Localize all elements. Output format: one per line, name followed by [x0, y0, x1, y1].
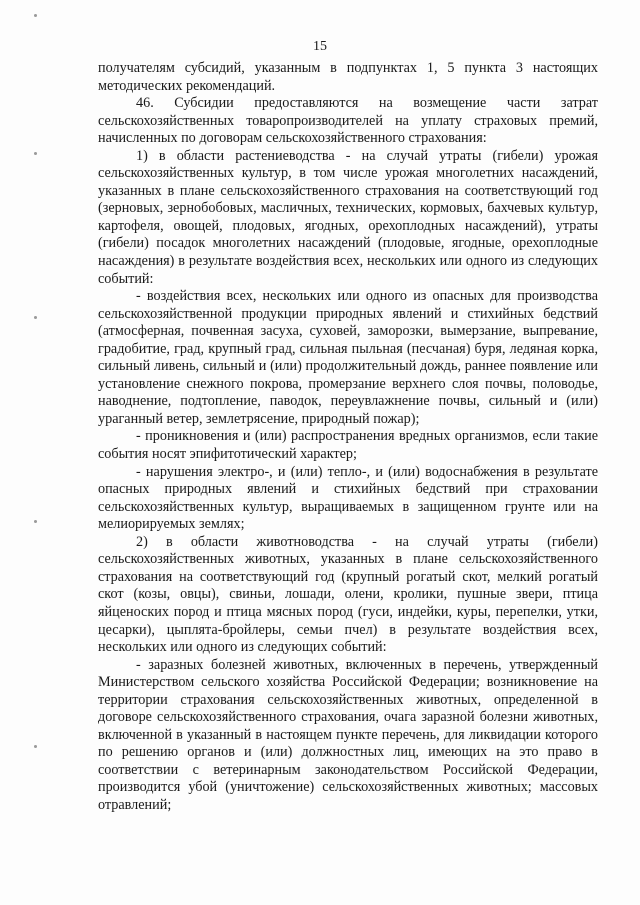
paragraph-bullet-animal-diseases: - заразных болезней животных, включенных в перечень, утвержденный Министерством сельского хозяйства Российской Федерации; возникновение на территории страхования сельскохозяйственных животных, определенной в договоре сельскохозяйственного страхования, очага заразной болезни животных, включенной в указанный в настоящем пункте перечень, для ликвидации которого по решению органов и (или) должностных лиц, имеющих на это право в соответствии с ветеринарным законодательством Российской Федерации, производится убой (уничтожение) сельскохозяйственных животных; массовых отравлений; — [98, 656, 598, 813]
scan-speck — [34, 316, 37, 319]
paragraph-bullet-pests: - проникновения и (или) распространения вредных организмов, если такие события носят эпифитотический характер; — [98, 428, 598, 463]
paragraph-bullet-utility-failures: - нарушения электро-, и (или) тепло-, и (или) водоснабжения в результате опасных природных явлений и стихийных бедствий при страховании сельскохозяйственных культур, выращиваемых в защищенном грунте или на мелиорируемых землях; — [98, 463, 598, 533]
paragraph-bullet-natural-hazards: - воздействия всех, нескольких или одного из опасных для производства сельскохозяйственной продукции природных явлений и стихийных бедствий (атмосферная, почвенная засуха, суховей, заморозки, вымерзание, выпревание, градобитие, град, крупный град, сильная пыльная (песчаная) буря, ледяная корка, сильный ливень, сильный и (или) продолжительный дождь, раннее появление или установление снежного покрова, промерзание верхнего слоя почвы, половодье, наводнение, подтопление, паводок, переувлажнение почвы, сильный и (или) ураганный ветер, землетрясение, природный пожар); — [98, 288, 598, 427]
scan-speck — [34, 14, 37, 17]
scan-speck — [34, 520, 37, 523]
paragraph-subitem-1-crops: 1) в области растениеводства - на случай утраты (гибели) урожая сельскохозяйственных культур, в том числе урожая многолетних насаждений, указанных в плане сельскохозяйственного страхования на соответствующий год (зерновых, зернобобовых, масличных, технических, кормовых, бахчевых культур, картофеля, овощей, плодовых, ягодных, орехоплодных насаждений), утраты (гибели) посадок многолетних насаждений (плодовые, ягодные, орехоплодные насаждения) в результате воздействия всех, нескольких или одного из следующих событий: — [98, 147, 598, 287]
paragraph-subitem-2-livestock: 2) в области животноводства - на случай утраты (гибели) сельскохозяйственных животных, указанных в плане сельскохозяйственного страхования на соответствующий год (крупный рогатый скот, мелкий рогатый скот (козы, овцы), свиньи, лошади, олени, кролики, пушные звери, птица яйценоских пород и птица мясных пород (гуси, индейки, куры, перепелки, утки, цесарки), цыплята-бройлеры, семьи пчел) в результате воздействия всех, нескольких или одного из следующих событий: — [98, 533, 598, 656]
page-number: 15 — [313, 39, 327, 54]
scan-speck — [34, 745, 37, 748]
document-body — [98, 60, 598, 815]
paragraph-continuation: получателям субсидий, указанным в подпунктах 1, 5 пункта 3 настоящих методических рекомендаций. — [98, 60, 598, 94]
paragraph-item-46: 46. Субсидии предоставляются на возмещение части затрат сельскохозяйственных товаропроизводителей на уплату страховых премий, начисленных по договорам сельскохозяйственного страхования: — [98, 95, 598, 147]
scan-speck — [34, 152, 37, 155]
